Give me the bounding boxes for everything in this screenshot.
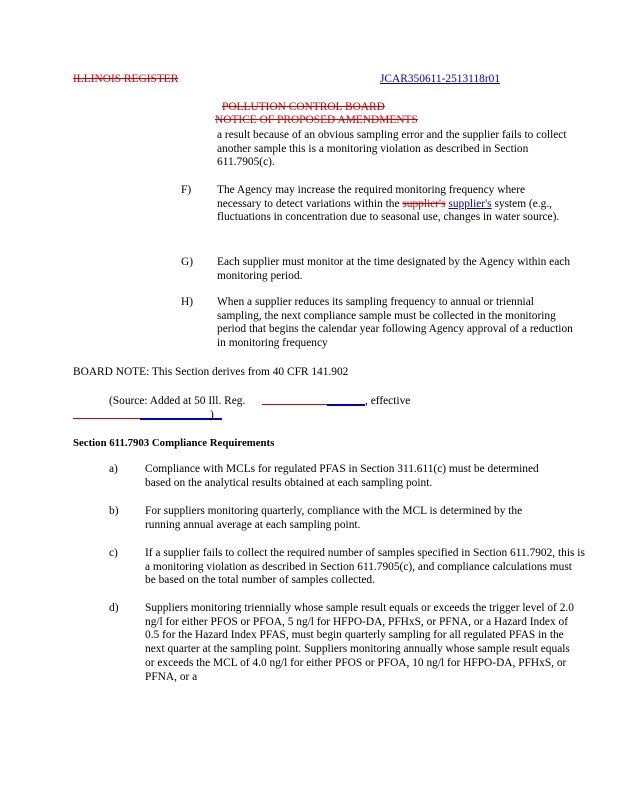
source-close: ) — [210, 409, 214, 421]
blank-line-volume — [262, 404, 329, 405]
item-letter-c: c) — [109, 547, 118, 559]
item-f-inserted-text: supplier's — [448, 197, 492, 210]
item-f-text-b: system (e.g., fluctuations in concentration due to seasonal use, changes in water source). — [217, 197, 560, 224]
item-letter-b: b) — [109, 505, 119, 517]
item-b-text: For suppliers monitoring quarterly, compliance with the MCL is determined by the running annual average at each sampling point. — [145, 505, 523, 531]
item-d-text: Suppliers monitoring triennially whose sample result equals or exceeds the trigger level of 2.0 ng/l for either PFOS or PFOA, 5 ng/l for HFPO-DA, PFHxS, or PFNA, or a Hazard Index of 0.5 for the Hazard Index PFAS, must begin quarterly sampling for all regulated PFAS in the next quarter at the sampling point. Suppliers monitoring annually whose sample result equals or exceeds the MCL of 4.0 ng/l for either PFOS or PFOA, 10 ng/l for HFPO-DA, PFHxS, or PFNA, or a — [145, 602, 574, 683]
blank-line-date — [73, 418, 143, 419]
item-letter-d: d) — [109, 602, 119, 614]
document-id: JCAR350611-2513118r01 — [380, 73, 501, 85]
item-f-text — [217, 184, 572, 225]
item-f-text-a: The Agency may increase the required monitoring frequency where necessary to detect variations within the — [217, 184, 526, 210]
item-letter-f: F) — [181, 184, 192, 196]
agency-name: POLLUTION CONTROL BOARD — [222, 101, 385, 113]
source-suffix: , effective — [365, 395, 411, 407]
item-letter-g: G) — [181, 256, 194, 268]
item-a-text: Compliance with MCLs for regulated PFAS in Section 311.611(c) must be determined based on the analytical results obtained at each sampling point. — [145, 463, 539, 489]
blank-line-inserted — [327, 404, 365, 406]
section-heading: Section 611.7903 Compliance Requirements — [73, 437, 275, 449]
item-f-deleted-text: supplier's — [402, 197, 446, 210]
item-letter-a: a) — [109, 463, 118, 475]
item-g-text: Each supplier must monitor at the time designated by the Agency within each monitoring period. — [217, 256, 571, 282]
item-h-text: When a supplier reduces its sampling frequency to annual or triennial sampling, the next compliance sample must be collected in the monitoring period that begins the calendar year following Agency approval of a reduction in monitoring frequency — [217, 296, 573, 350]
board-note: BOARD NOTE: This Section derives from 40 CFR 141.902 — [73, 366, 349, 378]
register-title: ILLINOIS REGISTER — [73, 73, 179, 85]
source-prefix: (Source: Added at 50 Ill. Reg. — [109, 395, 246, 407]
item-c-text: If a supplier fails to collect the required number of samples specified in Section 611.7902, this is a monitoring violation as described in Section 611.7905(c), and compliance calculations must be based on the total number of samples collected. — [145, 547, 585, 587]
notice-title: NOTICE OF PROPOSED AMENDMENTS — [215, 114, 418, 126]
item-letter-h: H) — [181, 296, 194, 308]
continuation-paragraph: a result because of an obvious sampling error and the supplier fails to collect another sample this is a monitoring violation as described in Section 611.7905(c). — [217, 129, 567, 169]
